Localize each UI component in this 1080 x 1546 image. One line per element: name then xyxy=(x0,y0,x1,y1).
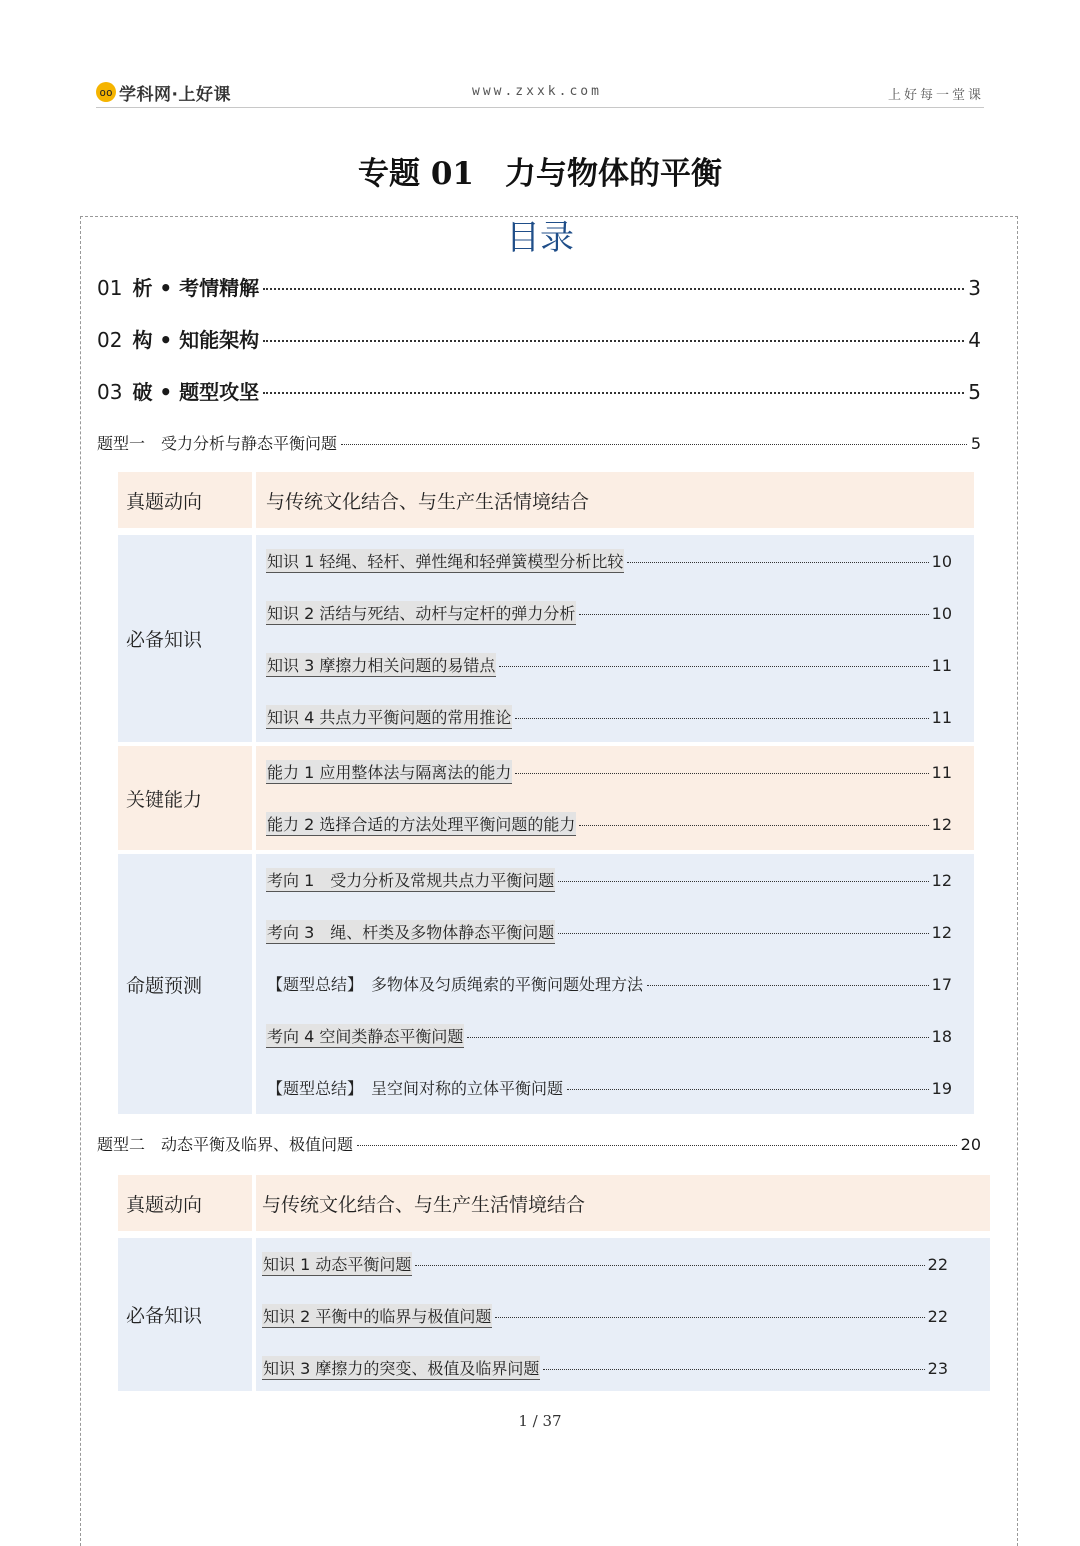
toc-sub-entry[interactable] xyxy=(262,1252,948,1276)
toc-page-number: 17 xyxy=(931,975,952,994)
category-cell: 命题预测 xyxy=(118,854,252,1114)
trend-text: 与传统文化结合、与生产生活情境结合 xyxy=(262,1193,586,1216)
toc-page-number: 11 xyxy=(931,656,952,675)
toc-entry[interactable] xyxy=(97,376,981,405)
document-title: 专题 01 力与物体的平衡 xyxy=(358,156,722,192)
toc-page-number: 12 xyxy=(931,871,952,890)
toc-page-number: 10 xyxy=(931,604,952,623)
leader-dots xyxy=(579,614,928,615)
owl-icon: oo xyxy=(96,82,116,102)
toc-page-number: 23 xyxy=(927,1359,948,1378)
toc-page-number: 22 xyxy=(927,1307,948,1326)
toc-sub-label: 知识 2 平衡中的临界与极值问题 xyxy=(262,1304,492,1328)
category-content xyxy=(256,854,974,1114)
leader-dots xyxy=(647,985,929,986)
slogan: 上好每一堂课 xyxy=(887,88,984,103)
toc-sub-label: 考向 4 空间类静态平衡问题 xyxy=(266,1024,464,1048)
toc-page-number: 22 xyxy=(927,1255,948,1274)
toc-sub-entry[interactable] xyxy=(262,1304,948,1328)
leader-dots xyxy=(263,340,964,342)
toc-type-entry[interactable] xyxy=(97,1132,981,1155)
toc-page-number: 18 xyxy=(931,1027,952,1046)
trend-cell xyxy=(256,1175,990,1231)
leader-dots xyxy=(627,562,928,563)
leader-dots xyxy=(467,1037,928,1038)
trend-text: 与传统文化结合、与生产生活情境结合 xyxy=(266,490,590,513)
toc-sub-entry[interactable] xyxy=(266,868,952,892)
toc-entry[interactable] xyxy=(97,272,981,301)
toc-sub-entry[interactable] xyxy=(266,705,952,729)
page-header xyxy=(96,76,984,108)
toc-page-number: 12 xyxy=(931,815,952,834)
toc-page-number: 12 xyxy=(931,923,952,942)
category-cell: 必备知识 xyxy=(118,1238,252,1391)
toc-page-number: 3 xyxy=(968,276,981,300)
toc-sub-label: 能力 2 选择合适的方法处理平衡问题的能力 xyxy=(266,812,576,836)
leader-dots xyxy=(515,773,928,774)
toc-sub-entry[interactable] xyxy=(266,1076,952,1099)
category-content xyxy=(256,535,974,742)
site-url: www.zxxk.com xyxy=(472,84,602,99)
toc-sub-entry[interactable] xyxy=(266,972,952,995)
category-content xyxy=(256,1238,990,1391)
toc-sub-entry[interactable] xyxy=(262,1356,948,1380)
toc-page-number: 11 xyxy=(931,763,952,782)
toc-sub-label: 【题型总结】 呈空间对称的立体平衡问题 xyxy=(267,1079,564,1098)
leader-dots xyxy=(558,933,928,934)
toc-sub-label: 能力 1 应用整体法与隔离法的能力 xyxy=(266,760,512,784)
page-indicator: 1 / 37 xyxy=(518,1412,562,1430)
toc-sub-label: 【题型总结】 多物体及匀质绳索的平衡问题处理方法 xyxy=(267,975,644,994)
leader-dots xyxy=(495,1317,924,1318)
type-2-grid xyxy=(118,1175,990,1391)
toc-heading xyxy=(0,210,1080,259)
toc-entry-label: 03 破 • 题型攻坚 xyxy=(97,380,260,404)
leader-dots xyxy=(263,288,964,290)
leader-dots xyxy=(558,881,928,882)
toc-type-label: 题型二 动态平衡及临界、极值问题 xyxy=(97,1135,354,1154)
toc-page-number: 19 xyxy=(931,1079,952,1098)
brand-logo xyxy=(96,79,231,105)
header-divider xyxy=(96,107,984,108)
leader-dots xyxy=(499,666,928,667)
category-content xyxy=(256,746,974,850)
toc-page-number: 5 xyxy=(968,380,981,404)
toc-entry[interactable] xyxy=(97,324,981,353)
toc-sub-entry[interactable] xyxy=(266,549,952,573)
leader-dots xyxy=(567,1089,929,1090)
toc-sub-entry[interactable] xyxy=(266,601,952,625)
toc-sub-label: 知识 3 摩擦力的突变、极值及临界问题 xyxy=(262,1356,540,1380)
toc-sub-label: 知识 3 摩擦力相关问题的易错点 xyxy=(266,653,496,677)
toc-sub-entry[interactable] xyxy=(266,760,952,784)
leader-dots xyxy=(515,718,928,719)
toc-type-entry[interactable] xyxy=(97,431,981,454)
toc-sub-entry[interactable] xyxy=(266,920,952,944)
trend-cell xyxy=(256,472,974,528)
leader-dots xyxy=(579,825,928,826)
toc-sub-entry[interactable] xyxy=(266,653,952,677)
toc-sub-entry[interactable] xyxy=(266,812,952,836)
toc-page-number: 5 xyxy=(970,434,981,453)
toc-sub-label: 知识 4 共点力平衡问题的常用推论 xyxy=(266,705,512,729)
toc-sub-entry[interactable] xyxy=(266,1024,952,1048)
leader-dots xyxy=(543,1369,924,1370)
leader-dots xyxy=(415,1265,924,1266)
toc-page-number: 20 xyxy=(960,1135,981,1154)
toc-type-label: 题型一 受力分析与静态平衡问题 xyxy=(97,434,338,453)
toc-sub-label: 考向 1 受力分析及常规共点力平衡问题 xyxy=(266,868,555,892)
toc-heading-text: 目录 xyxy=(500,218,580,258)
toc-page-number: 4 xyxy=(968,328,981,352)
toc-entry-label: 01 析 • 考情精解 xyxy=(97,276,260,300)
logo-text: 学科网·上好课 xyxy=(119,84,231,105)
toc-sub-label: 考向 3 绳、杆类及多物体静态平衡问题 xyxy=(266,920,555,944)
category-cell: 关键能力 xyxy=(118,746,252,850)
category-cell: 必备知识 xyxy=(118,535,252,742)
leader-dots xyxy=(263,392,964,394)
category-cell: 真题动向 xyxy=(118,1175,252,1231)
leader-dots xyxy=(341,444,967,445)
toc-sub-label: 知识 2 活结与死结、动杆与定杆的弹力分析 xyxy=(266,601,576,625)
toc-page-number: 10 xyxy=(931,552,952,571)
category-cell: 真题动向 xyxy=(118,472,252,528)
leader-dots xyxy=(357,1145,957,1146)
toc-sub-label: 知识 1 轻绳、轻杆、弹性绳和轻弹簧模型分析比较 xyxy=(266,549,624,573)
type-1-grid xyxy=(118,472,974,1114)
toc-entry-label: 02 构 • 知能架构 xyxy=(97,328,260,352)
toc-page-number: 11 xyxy=(931,708,952,727)
toc-sub-label: 知识 1 动态平衡问题 xyxy=(262,1252,412,1276)
